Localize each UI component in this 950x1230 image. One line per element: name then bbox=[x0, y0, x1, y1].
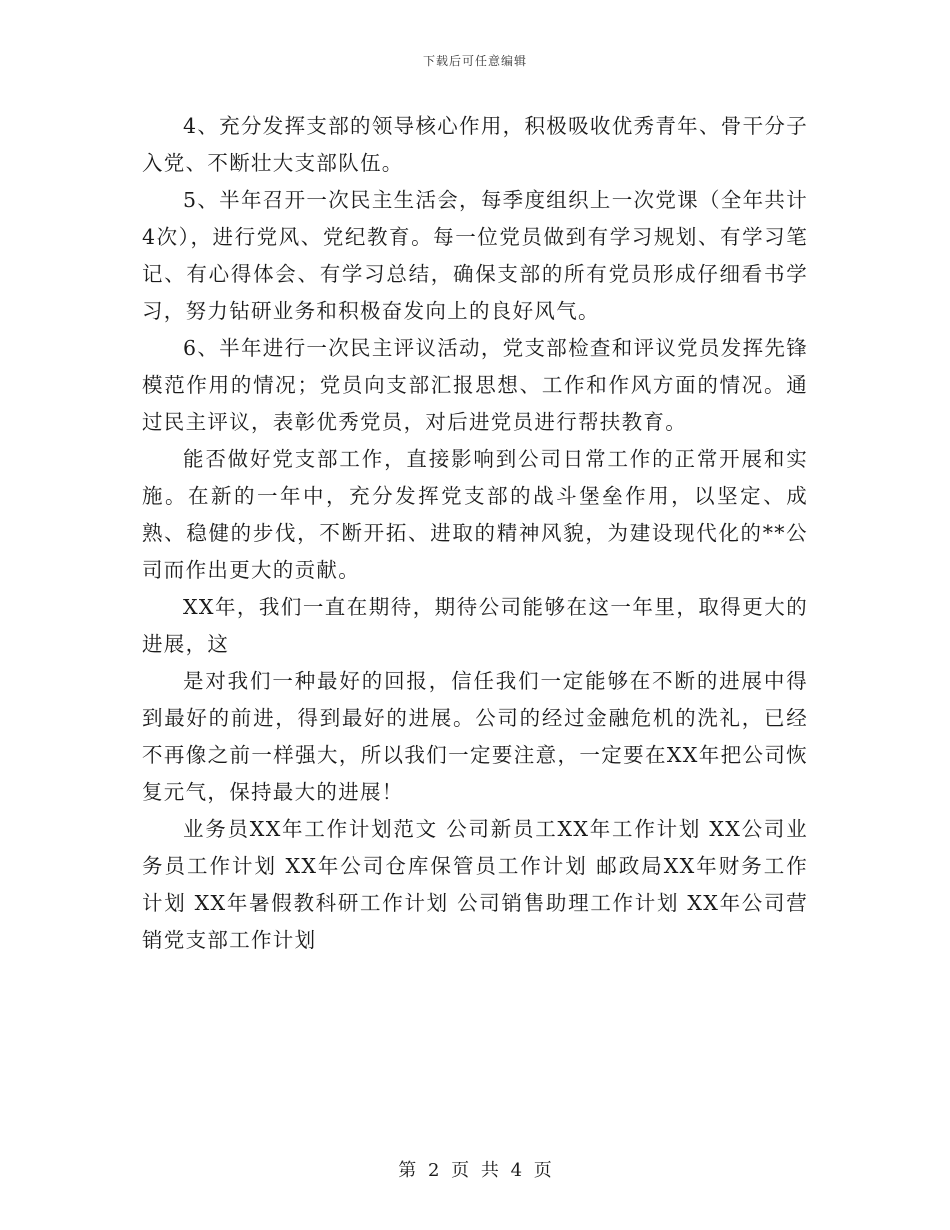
page-header: 下载后可任意编辑 bbox=[422, 54, 527, 68]
paragraph-expectation: XX年，我们一直在期待，期待公司能够在这一年里，取得更大的进展，这 bbox=[142, 595, 808, 656]
paragraph-item-5: 5、半年召开一次民主生活会，每季度组织上一次党课（全年共计4次），进行党风、党纪教育。每一位党员做到有学习规划、有学习笔记、有心得体会、有学习总结，确保支部的所有党员形成仔细看书学习，努力钻研业务和积极奋发向上的良好风气。 bbox=[142, 188, 808, 323]
related-articles-list: 业务员XX年工作计划范文 公司新员工XX年工作计划 XX公司业务员工作计划 XX年公司仓库保管员工作计划 邮政局XX年财务工作计划 XX年暑假教科研工作计划 公司销售助理工作计划 XX年公司营销党支部工作计划 bbox=[142, 817, 808, 952]
document-body bbox=[142, 108, 808, 959]
paragraph-item-4: 4、充分发挥支部的领导核心作用，积极吸收优秀青年、骨干分子入党、不断壮大支部队伍。 bbox=[142, 114, 808, 175]
paragraph-item-6: 6、半年进行一次民主评议活动，党支部检查和评议党员发挥先锋模范作用的情况；党员向支部汇报思想、工作和作风方面的情况。通过民主评议，表彰优秀党员，对后进党员进行帮扶教育。 bbox=[142, 336, 808, 434]
paragraph-continuation: 是对我们一种最好的回报，信任我们一定能够在不断的进展中得到最好的前进，得到最好的进展。公司的经过金融危机的洗礼，已经不再像之前一样强大，所以我们一定要注意，一定要在XX年把公司恢复元气，保持最大的进展！ bbox=[142, 669, 808, 804]
page-number: 第 2 页 共 4 页 bbox=[398, 1160, 552, 1181]
paragraph-conclusion: 能否做好党支部工作，直接影响到公司日常工作的正常开展和实施。在新的一年中，充分发挥党支部的战斗堡垒作用，以坚定、成熟、稳健的步伐，不断开拓、进取的精神风貌，为建设现代化的**公司而作出更大的贡献。 bbox=[142, 447, 808, 582]
